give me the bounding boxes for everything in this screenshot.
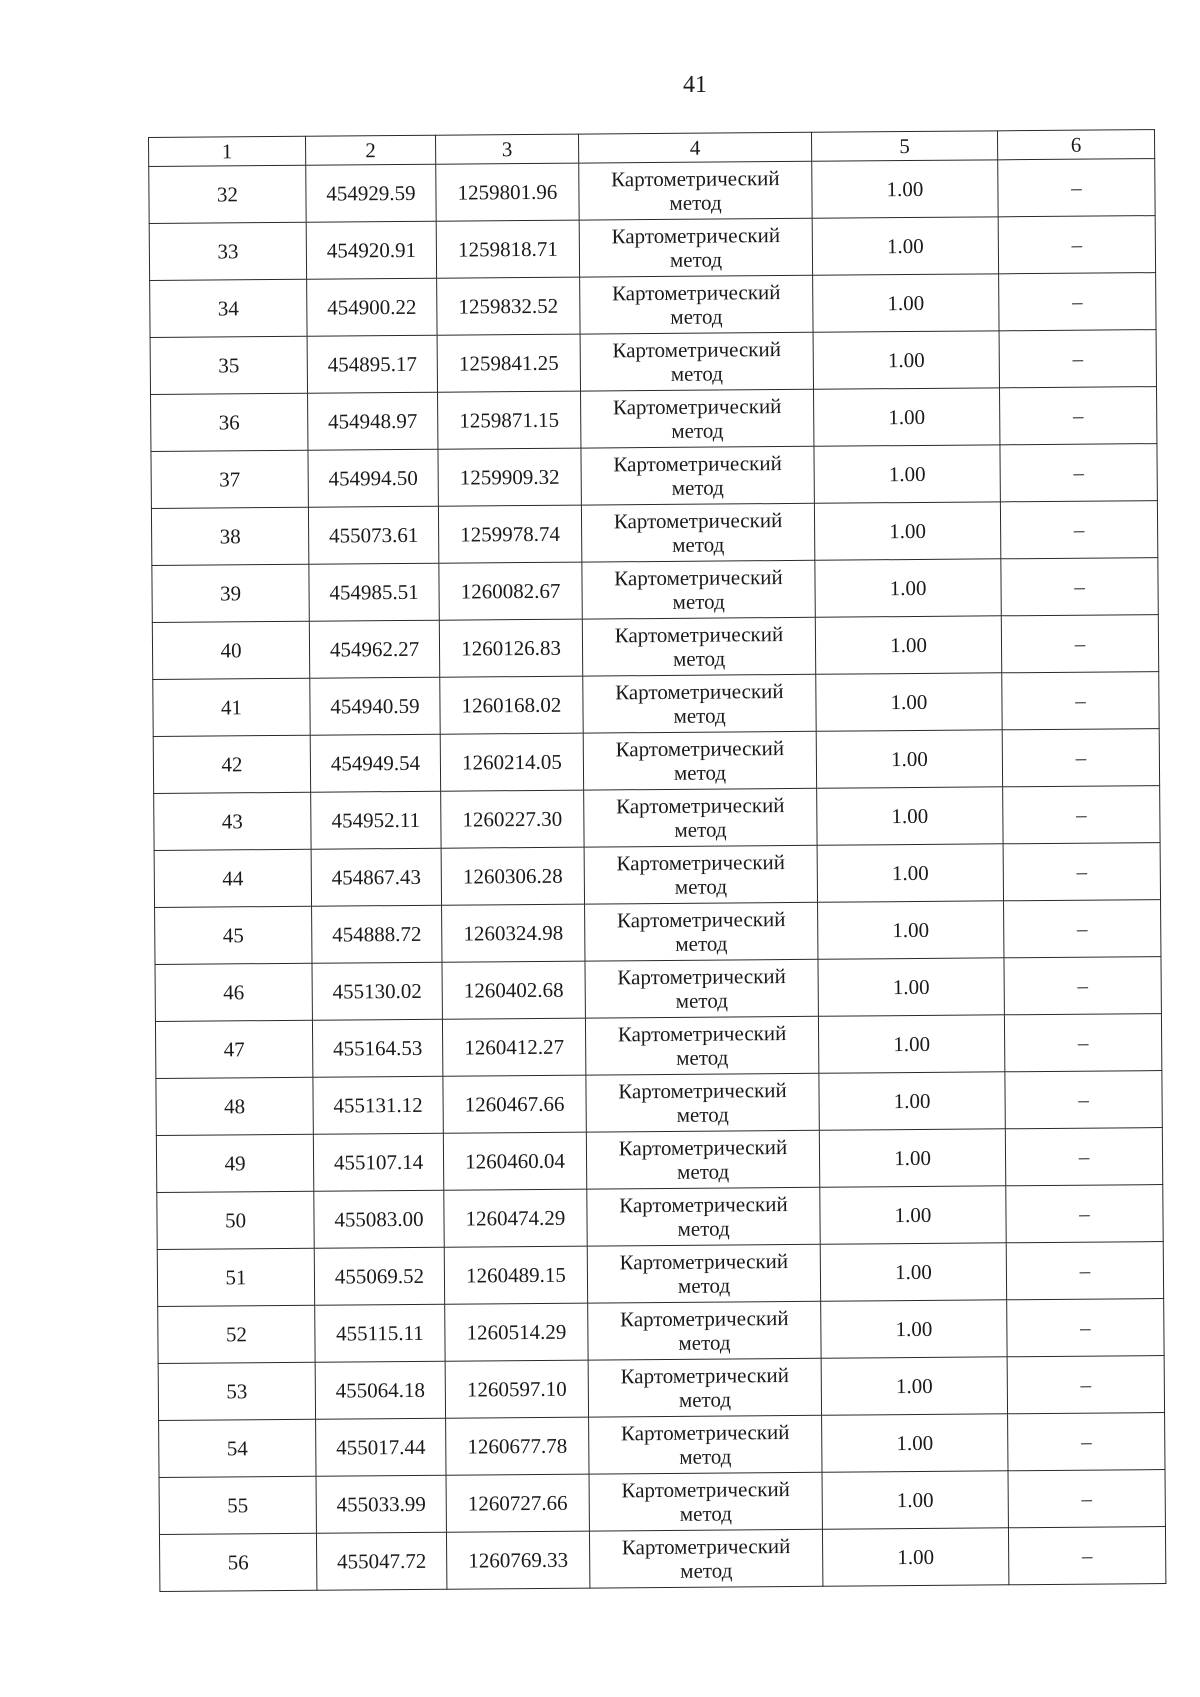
note-cell: – [1008,1470,1165,1528]
column-header: 5 [811,131,997,161]
note-cell: – [1006,1185,1163,1243]
accuracy-cell: 1.00 [820,1186,1006,1244]
method-line-2: метод [670,361,724,386]
x-coordinate-cell: 454888.72 [312,905,442,963]
method-line-2: метод [676,1045,729,1070]
page-number: 41 [683,72,707,98]
note-cell: – [1005,1071,1162,1129]
accuracy-cell: 1.00 [815,559,1001,617]
point-number-cell: 40 [152,621,309,679]
x-coordinate-cell: 454952.11 [311,791,441,849]
table-row [154,786,1160,851]
point-number-cell: 51 [157,1248,314,1306]
table-row [157,1242,1163,1307]
note-cell: – [998,159,1155,217]
y-coordinate-cell: 1260769.33 [446,1531,589,1589]
accuracy-cell: 1.00 [820,1243,1006,1301]
note-cell: – [1000,444,1157,502]
note-cell: – [1000,501,1157,559]
point-number-cell: 33 [149,222,306,280]
point-number-cell: 39 [152,564,309,622]
accuracy-cell: 1.00 [821,1357,1007,1415]
method-line-1: Картометрический [612,394,782,420]
note-cell: – [1006,1242,1163,1300]
table-row [149,216,1155,281]
x-coordinate-cell: 455017.44 [316,1418,446,1476]
table-row [151,444,1157,509]
accuracy-cell: 1.00 [815,616,1001,674]
method-line-1: Картометрический [618,1135,788,1161]
accuracy-cell: 1.00 [813,331,999,389]
point-number-cell: 38 [151,507,308,565]
method-line-1: Картометрический [611,280,781,306]
method-line-1: Картометрический [613,508,783,534]
method-line-2: метод [674,874,728,899]
method-line-2: метод [680,1558,733,1583]
y-coordinate-cell: 1259818.71 [436,220,579,278]
point-number-cell: 37 [151,450,308,508]
method-line-2: метод [673,760,727,785]
point-number-cell: 56 [159,1533,316,1591]
accuracy-cell: 1.00 [812,160,998,218]
accuracy-cell: 1.00 [822,1471,1008,1529]
accuracy-cell: 1.00 [822,1414,1008,1472]
point-number-cell: 53 [158,1362,315,1420]
note-cell: – [999,330,1156,388]
x-coordinate-cell: 454920.91 [306,221,436,279]
method-line-1: Картометрический [616,907,786,933]
point-number-cell: 41 [153,678,310,736]
table-row [154,843,1160,908]
y-coordinate-cell: 1260306.28 [441,847,584,905]
table-row [159,1413,1165,1478]
y-coordinate-cell: 1259801.96 [436,163,579,221]
method-line-1: Картометрический [611,166,780,192]
method-line-1: Картометрический [621,1533,791,1560]
point-number-cell: 46 [155,963,312,1021]
accuracy-cell: 1.00 [818,958,1004,1016]
accuracy-cell: 1.00 [814,502,1000,560]
method-line-2: метод [678,1387,732,1412]
y-coordinate-cell: 1259841.25 [437,334,580,392]
x-coordinate-cell: 455130.02 [312,962,442,1020]
method-line-2: метод [678,1330,731,1355]
y-coordinate-cell: 1260467.66 [443,1075,586,1133]
method-cell [585,902,818,961]
point-number-cell: 44 [154,849,311,907]
point-number-cell: 47 [155,1020,312,1078]
method-line-2: метод [672,532,725,557]
column-header: 6 [997,130,1154,160]
method-cell [581,446,814,505]
method-cell [581,503,814,562]
x-coordinate-cell: 454949.54 [310,734,440,792]
method-line-1: Картометрический [619,1192,788,1218]
method-line-2: метод [679,1501,732,1526]
accuracy-cell: 1.00 [818,1015,1004,1073]
y-coordinate-cell: 1260489.15 [444,1246,587,1304]
method-line-2: метод [677,1273,731,1298]
x-coordinate-cell: 455064.18 [315,1361,445,1419]
coordinates-table [148,129,1166,1592]
column-header: 1 [149,136,306,166]
method-cell [580,332,813,391]
point-number-cell: 35 [150,336,307,394]
method-line-2: метод [672,646,726,671]
accuracy-cell: 1.00 [821,1300,1007,1358]
note-cell: – [1005,1128,1162,1186]
note-cell: – [1002,672,1159,730]
accuracy-cell: 1.00 [813,274,999,332]
table-row [159,1470,1165,1535]
method-line-2: метод [671,418,724,443]
accuracy-cell: 1.00 [814,388,1000,446]
x-coordinate-cell: 454900.22 [307,278,437,336]
method-line-1: Картометрический [621,1477,790,1503]
table-row [152,558,1158,623]
method-cell [584,845,817,904]
point-number-cell: 50 [157,1191,314,1249]
x-coordinate-cell: 455033.99 [316,1475,446,1533]
x-coordinate-cell: 455115.11 [315,1304,445,1362]
accuracy-cell: 1.00 [819,1072,1005,1130]
y-coordinate-cell: 1260402.68 [442,961,585,1019]
method-line-2: метод [672,589,725,614]
method-line-1: Картометрический [617,1021,787,1047]
table-body [149,159,1166,1592]
x-coordinate-cell: 455131.12 [313,1076,443,1134]
method-line-1: Картометрический [614,622,784,648]
table-row [156,1071,1162,1136]
table-row [151,501,1157,566]
y-coordinate-cell: 1260727.66 [446,1474,589,1532]
note-cell: – [1008,1527,1165,1585]
method-cell [587,1244,820,1303]
accuracy-cell: 1.00 [817,844,1003,902]
point-number-cell: 42 [153,735,310,793]
x-coordinate-cell: 455083.00 [314,1190,444,1248]
method-cell [586,1130,819,1189]
method-cell [580,275,813,334]
method-line-2: метод [669,247,723,272]
note-cell: – [1003,843,1160,901]
x-coordinate-cell: 455073.61 [308,506,438,564]
y-coordinate-cell: 1259871.15 [438,391,581,449]
table-row [158,1299,1164,1364]
y-coordinate-cell: 1259909.32 [438,448,581,506]
column-header: 4 [578,132,811,163]
table-row [159,1527,1165,1592]
point-number-cell: 54 [159,1419,316,1477]
x-coordinate-cell: 454895.17 [307,335,437,393]
table-row [155,957,1161,1022]
method-line-2: метод [679,1444,732,1469]
column-header: 3 [435,134,578,164]
y-coordinate-cell: 1260412.27 [442,1018,585,1076]
point-number-cell: 48 [156,1077,313,1135]
method-cell [584,788,817,847]
method-cell [581,389,814,448]
x-coordinate-cell: 454929.59 [306,164,436,222]
method-cell [587,1187,820,1246]
table-row [150,273,1156,338]
note-cell: – [1004,900,1161,958]
method-line-2: метод [676,1102,729,1127]
table-row [153,729,1159,794]
x-coordinate-cell: 454985.51 [309,563,439,621]
x-coordinate-cell: 455107.14 [313,1133,443,1191]
method-line-1: Картометрический [619,1306,789,1332]
accuracy-cell: 1.00 [812,217,998,275]
accuracy-cell: 1.00 [814,445,1000,503]
y-coordinate-cell: 1260677.78 [446,1417,589,1475]
table-row [155,1014,1161,1079]
method-cell [583,731,816,790]
method-cell [589,1472,822,1531]
accuracy-cell: 1.00 [822,1528,1008,1586]
table-row [150,330,1156,395]
method-line-1: Картометрический [620,1363,790,1389]
method-line-2: метод [669,190,722,215]
method-line-2: метод [675,988,728,1013]
x-coordinate-cell: 455164.53 [312,1019,442,1077]
method-line-2: метод [675,931,728,956]
x-coordinate-cell: 454948.97 [308,392,438,450]
table-row [149,159,1155,224]
method-line-2: метод [677,1216,730,1241]
y-coordinate-cell: 1260082.67 [439,562,582,620]
method-cell [589,1415,822,1474]
method-line-2: метод [671,475,724,500]
point-number-cell: 43 [154,792,311,850]
accuracy-cell: 1.00 [816,673,1002,731]
point-number-cell: 36 [151,393,308,451]
method-line-1: Картометрический [611,223,781,249]
method-line-1: Картометрический [620,1420,790,1446]
table-row [156,1128,1162,1193]
accuracy-cell: 1.00 [819,1129,1005,1187]
note-cell: – [1002,729,1159,787]
method-cell [588,1301,821,1360]
point-number-cell: 49 [156,1134,313,1192]
method-cell [588,1358,821,1417]
method-line-1: Картометрический [617,964,786,990]
method-line-1: Картометрический [616,850,786,876]
y-coordinate-cell: 1259832.52 [437,277,580,335]
method-cell [579,218,812,277]
y-coordinate-cell: 1260514.29 [445,1303,588,1361]
method-cell [582,560,815,619]
method-line-1: Картометрический [615,736,785,762]
table-row [152,615,1158,680]
method-cell [582,617,815,676]
point-number-cell: 55 [159,1476,316,1534]
method-line-2: метод [673,703,726,728]
note-cell: – [1004,957,1161,1015]
y-coordinate-cell: 1260597.10 [445,1360,588,1418]
y-coordinate-cell: 1260460.04 [443,1132,586,1190]
note-cell: – [1001,615,1158,673]
method-line-1: Картометрический [615,679,784,705]
method-cell [585,1016,818,1075]
point-number-cell: 32 [149,165,306,223]
y-coordinate-cell: 1260214.05 [440,733,583,791]
method-line-2: метод [670,304,723,329]
method-line-1: Картометрический [613,451,782,477]
note-cell: – [1004,1014,1161,1072]
method-line-1: Картометрический [614,565,783,591]
method-cell [585,959,818,1018]
note-cell: – [999,387,1156,445]
method-line-1: Картометрический [618,1078,787,1104]
method-cell [579,161,812,220]
point-number-cell: 52 [158,1305,315,1363]
note-cell: – [999,273,1156,331]
method-line-2: метод [677,1159,730,1184]
method-line-1: Картометрический [612,337,782,363]
note-cell: – [1007,1299,1164,1357]
note-cell: – [1008,1413,1165,1471]
accuracy-cell: 1.00 [816,730,1002,788]
point-number-cell: 45 [155,906,312,964]
method-line-1: Картометрический [615,793,785,819]
table-row [158,1356,1164,1421]
method-cell [589,1529,822,1588]
y-coordinate-cell: 1260126.83 [439,619,582,677]
note-cell: – [998,216,1155,274]
method-cell [586,1073,819,1132]
table-row [155,900,1161,965]
table-row [151,387,1157,452]
y-coordinate-cell: 1260168.02 [440,676,583,734]
column-header: 2 [305,135,435,165]
y-coordinate-cell: 1260227.30 [441,790,584,848]
method-cell [583,674,816,733]
method-line-1: Картометрический [619,1249,789,1275]
x-coordinate-cell: 454867.43 [311,848,441,906]
accuracy-cell: 1.00 [817,787,1003,845]
note-cell: – [1001,558,1158,616]
point-number-cell: 34 [150,279,307,337]
table-row [153,672,1159,737]
x-coordinate-cell: 454962.27 [309,620,439,678]
table-row [157,1185,1163,1250]
accuracy-cell: 1.00 [818,901,1004,959]
note-cell: – [1003,786,1160,844]
x-coordinate-cell: 455069.52 [314,1247,444,1305]
x-coordinate-cell: 454940.59 [310,677,440,735]
x-coordinate-cell: 454994.50 [308,449,438,507]
y-coordinate-cell: 1260324.98 [442,904,585,962]
x-coordinate-cell: 455047.72 [316,1532,446,1590]
note-cell: – [1007,1356,1164,1414]
y-coordinate-cell: 1260474.29 [444,1189,587,1247]
method-line-2: метод [674,817,727,842]
y-coordinate-cell: 1259978.74 [438,505,581,563]
